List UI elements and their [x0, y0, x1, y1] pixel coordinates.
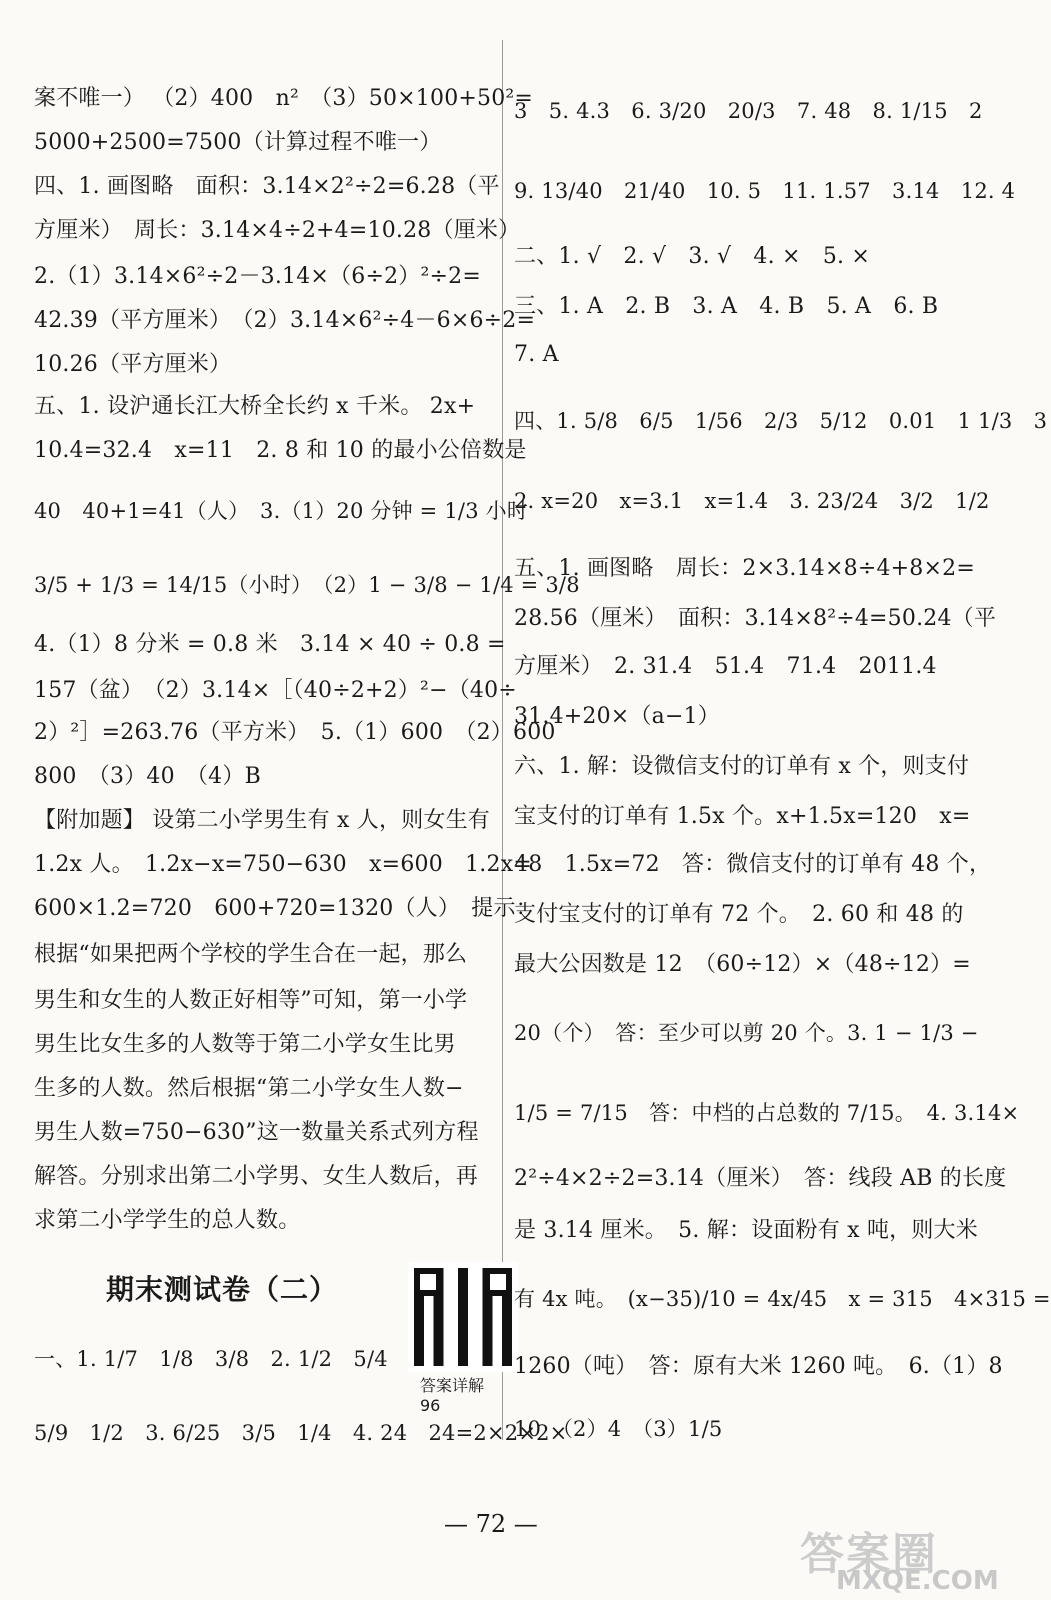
- text-line: 五、1. 设沪通长江大桥全长约 x 千米。 2x+: [34, 394, 476, 419]
- text-line: 3/5 + 1/3 = 14/15（小时） （2）1 − 3/8 − 1/4 = 3/8: [34, 573, 580, 597]
- text-line: 40 40+1=41（人） 3.（1）20 分钟 = 1/3 小时: [34, 499, 529, 523]
- text-line: 5000+2500=7500（计算过程不唯一）: [34, 130, 442, 155]
- text-line: 有 4x 吨。 (x−35)/10 = 4x/45 x = 315 4×315 =: [514, 1287, 1051, 1311]
- page-number: — 72 —: [444, 1510, 538, 1538]
- text-line: 4.（1）8 分米 = 0.8 米 3.14 × 40 ÷ 0.8 =: [34, 632, 506, 657]
- text-line: 求第二小学学生的总人数。: [34, 1208, 301, 1233]
- text-line: 男生和女生的人数正好相等”可知，第一小学: [34, 988, 468, 1013]
- text-line: 28.56（厘米） 面积：3.14×8²÷4=50.24（平: [514, 606, 997, 631]
- text-line: 三、1. A 2. B 3. A 4. B 5. A 6. B: [514, 294, 939, 319]
- text-line: 2²÷4×2÷2=3.14（厘米） 答：线段 AB 的长度: [514, 1166, 1007, 1191]
- text-line: 42.39（平方厘米） （2）3.14×6²÷4－6×6÷2=: [34, 308, 536, 333]
- text-line: 9. 13/40 21/40 10. 5 11. 1.57 3.14 12. 4: [514, 179, 1016, 203]
- text-line: 方厘米） 2. 31.4 51.4 71.4 2011.4: [514, 654, 937, 679]
- text-line: 二、1. √ 2. √ 3. √ 4. × 5. ×: [514, 244, 871, 269]
- text-line: 四、1. 5/8 6/5 1/56 2/3 5/12 0.01 1 1/3 3: [514, 409, 1048, 433]
- text-line: 2. x=20 x=3.1 x=1.4 3. 23/24 3/2 1/2: [514, 489, 990, 513]
- text-line: 五、1. 画图略 周长：2×3.14×8÷4+8×2=: [514, 556, 975, 581]
- text-line: 支付宝支付的订单有 72 个。 2. 60 和 48 的: [514, 902, 964, 927]
- text-line: 10.4=32.4 x=11 2. 8 和 10 的最小公倍数是: [34, 438, 527, 463]
- text-line: 1/5 = 7/15 答：中档的占总数的 7/15。 4. 3.14×: [514, 1101, 1020, 1125]
- text-line: 四、1. 画图略 面积：3.14×2²÷2=6.28（平: [34, 174, 500, 199]
- text-line: 解答。分别求出第二小学男、女生人数后，再: [34, 1164, 479, 1189]
- text-line: 157（盆） （2）3.14×［（40÷2+2）²−（40÷: [34, 678, 517, 703]
- text-line: 一、1. 1/7 1/8 3/8 2. 1/2 5/4: [34, 1347, 388, 1371]
- text-line: 20（个） 答：至少可以剪 20 个。3. 1 − 1/3 −: [514, 1021, 979, 1045]
- watermark-url: MXQE.COM: [836, 1566, 999, 1596]
- text-line: 方厘米） 周长：3.14×4÷2+4=10.28（厘米）: [34, 218, 521, 243]
- text-line: 案不唯一） （2）400 n² （3）50×100+50²=: [34, 86, 534, 111]
- text-line: 根据“如果把两个学校的学生合在一起，那么: [34, 942, 468, 967]
- text-line: 2）²］=263.76（平方米） 5.（1）600 （2）600: [34, 720, 556, 745]
- text-line: 600×1.2=720 600+720=1320（人） 提示：: [34, 896, 538, 921]
- text-line: 7. A: [514, 342, 559, 367]
- qr-caption: 答案详解96: [420, 1376, 485, 1415]
- section-title: 期末测试卷（二）: [106, 1273, 339, 1306]
- text-line: 31.4+20×（a−1）: [514, 704, 720, 729]
- text-line: 生多的人数。然后根据“第二小学女生人数−: [34, 1076, 464, 1101]
- text-line: 5/9 1/2 3. 6/25 3/5 1/4 4. 24 24=2×2×2×: [34, 1421, 568, 1445]
- text-line: 1.2x 人。 1.2x−x=750−630 x=600 1.2x=: [34, 852, 532, 877]
- text-line: 是 3.14 厘米。 5. 解：设面粉有 x 吨，则大米: [514, 1218, 978, 1243]
- text-line: 10 （2）4 （3）1/5: [514, 1417, 723, 1441]
- text-line: 1260（吨） 答：原有大米 1260 吨。 6.（1）8: [514, 1354, 1003, 1379]
- text-line: 男生比女生多的人数等于第二小学女生比男: [34, 1032, 456, 1057]
- text-line: 10.26（平方厘米）: [34, 352, 232, 377]
- text-line: 3 5. 4.3 6. 3/20 20/3 7. 48 8. 1/15 2: [514, 99, 983, 123]
- text-line: 最大公因数是 12 （60÷12）×（48÷12）=: [514, 952, 971, 977]
- text-line: 2.（1）3.14×6²÷2－3.14×（6÷2）²÷2=: [34, 264, 481, 289]
- watermark-logo: 答案圈: [800, 1529, 938, 1580]
- text-line: 800 （3）40 （4）B: [34, 764, 261, 789]
- text-line: 宝支付的订单有 1.5x 个。x+1.5x=120 x=: [514, 804, 971, 829]
- text-line: 男生人数=750−630”这一数量关系式列方程: [34, 1120, 479, 1145]
- text-line: 48 1.5x=72 答：微信支付的订单有 48 个，: [514, 852, 992, 877]
- text-line: 六、1. 解：设微信支付的订单有 x 个，则支付: [514, 754, 970, 779]
- qr-code-icon[interactable]: [408, 1262, 518, 1372]
- text-line: 【附加题】 设第二小学男生有 x 人，则女生有: [34, 808, 490, 833]
